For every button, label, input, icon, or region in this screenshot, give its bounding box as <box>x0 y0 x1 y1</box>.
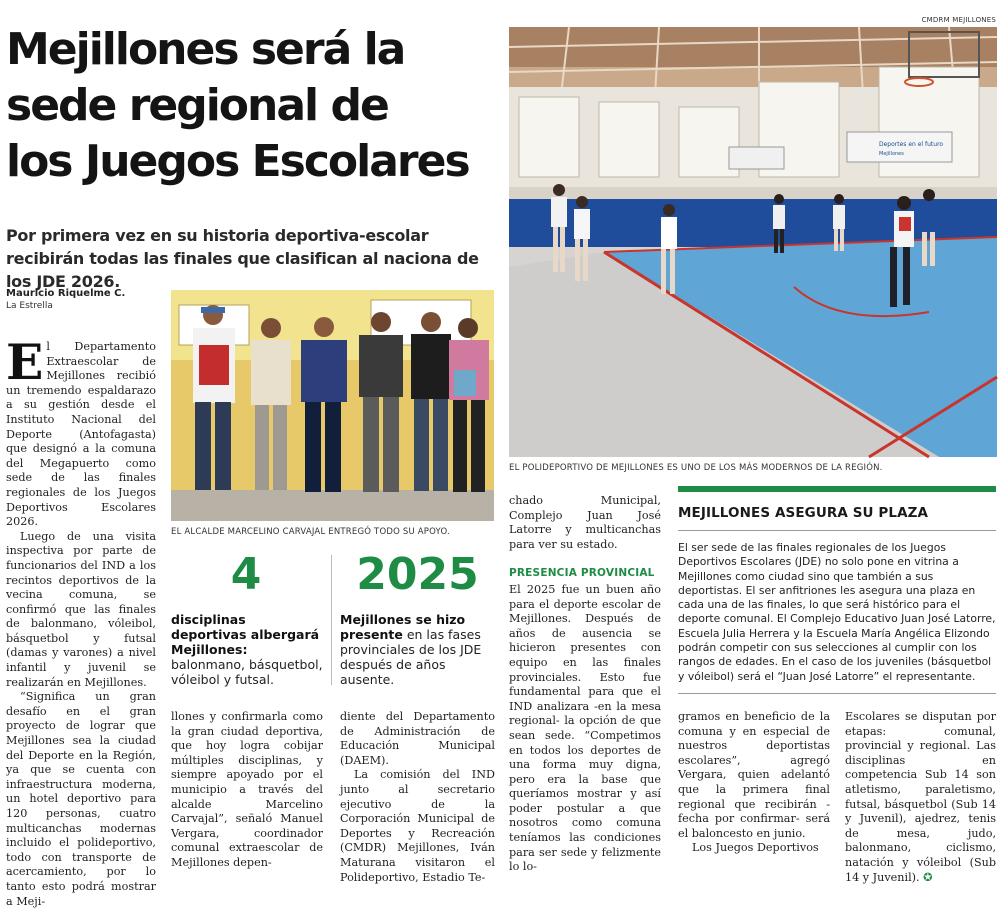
headline-line-2: sede regional de <box>6 80 388 131</box>
col1-paragraph-3: “Significa un gran desafío en el gran proyecto de lograr que Mejillones sea la ciudad del Deporte en la Región, ya que se cuenta con infraestructura moderna, un hotel deportivo para 120 personas, cuatro multicanchas modernas incluido el polideportivo, todo con transporte de acercamiento, por lo tanto esto podrá mostrar a Meji- <box>6 690 156 908</box>
stat-divider <box>331 555 332 685</box>
col5-paragraph-1: gramos en beneficio de la comuna y en especial de nuestros deportistas escolares”, agregó Vergara, quien adelantó que la primera final regional que recibirán -fecha por confirmar- será el baloncesto en junio. <box>678 710 830 840</box>
col6-paragraph: Escolares se disputan por etapas: comunal, provincial y regional. Las disciplinas en competencia Sub 14 son atletismo, paraletismo, futsal, básquetbol (Sub 14 y Juvenil), ajedrez, tenis de mesa, judo, balonmano, ciclismo, natación y vóleibol (Sub 14 y Juvenil). <box>845 710 996 884</box>
photo-credit: CMDRM MEJILLONES <box>921 16 996 24</box>
column-5 <box>678 710 830 856</box>
byline-outlet: La Estrella <box>6 301 53 311</box>
gym-banner-text: Deportes en el futuro <box>879 141 944 148</box>
col1-paragraph-1: l Departamento Extraescolar de Mejillones recibió un tremendo espaldarazo a su gestión desde el Instituto Nacional del Deporte (Antofagasta) que designó a la comuna del Megapuerto como sede de las finales regionales de los Juegos Deportivos Escolares 2026. <box>6 340 156 529</box>
stat-1-bold: disciplinas deportivas albergará Mejillones: <box>171 612 320 657</box>
stat-1-rest: balonmano, básquetbol, vóleibol y futsal. <box>171 657 323 687</box>
column-3 <box>340 710 495 885</box>
sidebar-accent-bar <box>678 486 996 492</box>
gym-banner-subtext: Mejillones <box>879 151 904 157</box>
section-head-presencia: PRESENCIA PROVINCIAL <box>509 567 655 580</box>
gym-photo <box>509 27 997 457</box>
headline <box>6 22 496 190</box>
col4-paragraph-1: El 2025 fue un buen año para el deporte escolar de Mejillones. Después de años de ausencia se hicieron presentes con equipo en las finales provinciales. Esto fue fundamental para que el IND analizara -en la mesa regional- la opción de que sean sede. “Competimos en todos los deportes de una forma muy digna, pero era la base que queríamos mostrar y así poder postular a que nosotros como comuna teníamos las condiciones para ser sede y felizmente lo lo- <box>509 582 661 874</box>
stat-2-bold: Mejillones se hizo presente <box>340 612 466 642</box>
group-photo <box>171 290 494 521</box>
byline-author: Mauricio Riquelme C. <box>6 288 126 299</box>
dropcap: E <box>6 333 44 391</box>
sidebar-rule-top <box>678 530 996 531</box>
headline-line-1: Mejillones será la <box>6 24 405 75</box>
gym-photo-caption: EL POLIDEPORTIVO DE MEJILLONES ES UNO DE LOS MÁS MODERNOS DE LA REGIÓN. <box>509 463 883 473</box>
stat-1-text <box>171 612 323 687</box>
col4-top: chado Municipal, Complejo Juan José Latorre y multicanchas para ver su estado. <box>509 494 661 551</box>
column-2 <box>171 710 323 871</box>
stat-2-number: 2025 <box>356 549 479 600</box>
col3-paragraph-1: diente del Departamento de Administración de Educación Municipal (DAEM). <box>340 710 495 767</box>
headline-line-3: los Juegos Escolares <box>6 136 469 187</box>
column-6 <box>845 710 996 885</box>
column-4 <box>509 494 661 875</box>
col2-paragraph: llones y confirmarla como la gran ciudad deportiva, que hoy logra cobijar múltiples disciplinas, y siempre apoyado por el municipio a través del alcalde Marcelino Carvajal”, señaló Manuel Vergara, coordinador comunal extraescolar de Mejillones depen- <box>171 710 323 869</box>
group-photo-caption: EL ALCALDE MARCELINO CARVAJAL ENTREGÓ TODO SU APOYO. <box>171 527 450 537</box>
stat-2-text <box>340 612 496 687</box>
subhead: Por primera vez en su historia deportiva-escolar recibirán todas las finales que clasifican al naciona de los JDE 2026. <box>6 226 479 291</box>
stat-2-rest: en las fases provinciales de los JDE después de años ausente. <box>340 627 482 687</box>
col3-paragraph-2: La comisión del IND junto al secretario ejecutivo de la Corporación Municipal de Deportes y Recreación (CMDR) Mejillones, Iván Maturana visitaron el Polideportivo, Estadio Te- <box>340 768 495 884</box>
stat-1-number: 4 <box>230 549 262 600</box>
end-mark-icon: ✪ <box>923 870 933 884</box>
col1-paragraph-2: Luego de una visita inspectiva por parte de funcionarios del IND a los recintos deportivos de la vecina comuna, se confirmó que las finales de balonmano, vóleibol, básquetbol y futsal (damas y varones) a nivel infantil y juvenil se realizarán en Mejillones. <box>6 529 156 689</box>
gym-illustration <box>509 27 997 457</box>
column-1 <box>6 333 156 909</box>
sidebar-rule-bottom <box>678 693 996 694</box>
sidebar-title: MEJILLONES ASEGURA SU PLAZA <box>678 505 929 521</box>
sidebar-text: El ser sede de las finales regionales de los Juegos Deportivos Escolares (JDE) no solo pone en vitrina a Mejillones como ciudad sino que también a sus deportistas. El ser anfitriones les asegura una plaza en cada una de las finales, lo que será histórico para el deporte comunal. El Complejo Educativo Juan José Latorre, Escuela Julia Herrera y la Escuela María Angélica Elizondo podrán competir con sus selecciones al cumplir con los rangos de edades. En el caso de los juveniles (básquetbol y vóleibol) será el “Juan José Latorre” el representante. <box>678 541 996 683</box>
group-illustration <box>171 290 494 521</box>
col5-paragraph-2: Los Juegos Deportivos <box>692 841 819 855</box>
